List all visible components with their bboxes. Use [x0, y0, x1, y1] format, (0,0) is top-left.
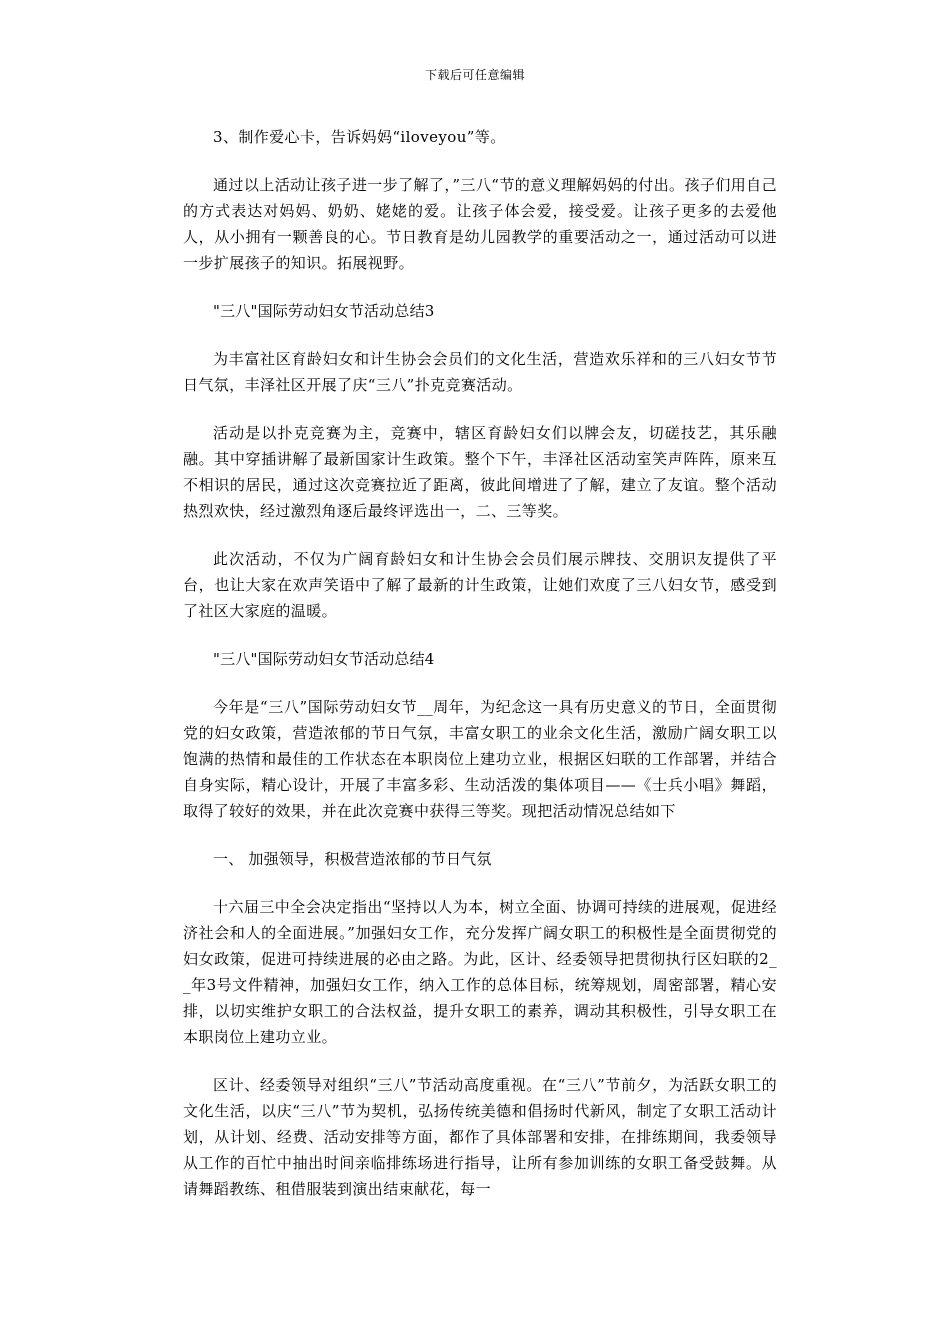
paragraph-community-intro: 为丰富社区育龄妇女和计生协会会员们的文化生活，营造欢乐祥和的三八妇女节节日气氛，丰泽社区开展了庆“三八”扑克竞赛活动。	[183, 350, 777, 394]
header-note: 下载后可任意编辑	[424, 68, 525, 82]
paragraph-activity-summary: 通过以上活动让孩子进一步了解了，”三八“节的意义理解妈妈的付出。孩子们用自己的方式表达对妈妈、奶奶、姥姥的爱。让孩子体会爱，接受爱。让孩子更多的去爱他人，从小拥有一颗善良的心。节日教育是幼儿园教学的重要活动之一，通过活动可以进一步扩展孩子的知识。拓展视野。	[183, 176, 777, 272]
section-heading-summary-3: "三八"国际劳动妇女节活动总结3	[213, 302, 435, 320]
section-heading-summary-4: "三八"国际劳动妇女节活动总结4	[213, 650, 435, 668]
paragraph-plenary-decision: 十六届三中全会决定指出“坚持以人为本，树立全面、协调可持续的进展观，促进经济社会和人的全面进展。”加强妇女工作，充分发挥广阔女职工的积极性是全面贯彻党的妇女政策，促进可持续进展的必由之路。为此，区计、经委领导把贯彻执行区妇联的2__年3号文件精神，加强妇女工作，纳入工作的总体目标，统筹规划，周密部署，精心安排，以切实维护女职工的合法权益，提升女职工的素养，调动其积极性，引导女职工在本职岗位上建功立业。	[183, 898, 777, 1046]
paragraph-love-card: 3、制作爱心卡，告诉妈妈“iloveyou”等。	[213, 128, 506, 146]
paragraph-leadership-attention: 区计、经委领导对组织“三八”节活动高度重视。在“三八”节前夕，为活跃女职工的文化生活，以庆“三八”节为契机，弘扬传统美德和倡扬时代新风，制定了女职工活动计划，从计划、经费、活动安排等方面，都作了具体部署和安排，在排练期间，我委领导从工作的百忙中抽出时间亲临排练场进行指导，让所有参加训练的女职工备受鼓舞。从请舞蹈教练、租借服装到演出结束献花，每一	[183, 1076, 777, 1198]
paragraph-anniversary: 今年是“三八”国际劳动妇女节__周年，为纪念这一具有历史意义的节日，全面贯彻党的妇女政策，营造浓郁的节日气氛，丰富女职工的业余文化生活，激励广阔女职工以饱满的热情和最佳的工作状态在本职岗位上建功立业，根据区妇联的工作部署，并结合自身实际，精心设计，开展了丰富多彩、生动活泼的集体项目——《士兵小唱》舞蹈，取得了较好的效果，并在此次竞赛中获得三等奖。现把活动情况总结如下	[183, 698, 777, 820]
document-body	[183, 124, 777, 1224]
paragraph-poker-contest: 活动是以扑克竞赛为主，竞赛中，辖区育龄妇女们以牌会友，切磋技艺，其乐融融。其中穿插讲解了最新国家计生政策。整个下午，丰泽社区活动室笑声阵阵，原来互不相识的居民，通过这次竞赛拉近了距离，彼此间增进了了解，建立了友谊。整个活动热烈欢快，经过激烈角逐后最终评选出一，二、三等奖。	[183, 424, 777, 520]
paragraph-activity-effect: 此次活动，不仅为广阔育龄妇女和计生协会会员们展示牌技、交朋识友提供了平台，也让大家在欢声笑语中了解了最新的计生政策，让她们欢度了三八妇女节，感受到了社区大家庭的温暖。	[183, 550, 777, 620]
section-heading-leadership: 一、 加强领导，积极营造浓郁的节日气氛	[213, 850, 492, 868]
